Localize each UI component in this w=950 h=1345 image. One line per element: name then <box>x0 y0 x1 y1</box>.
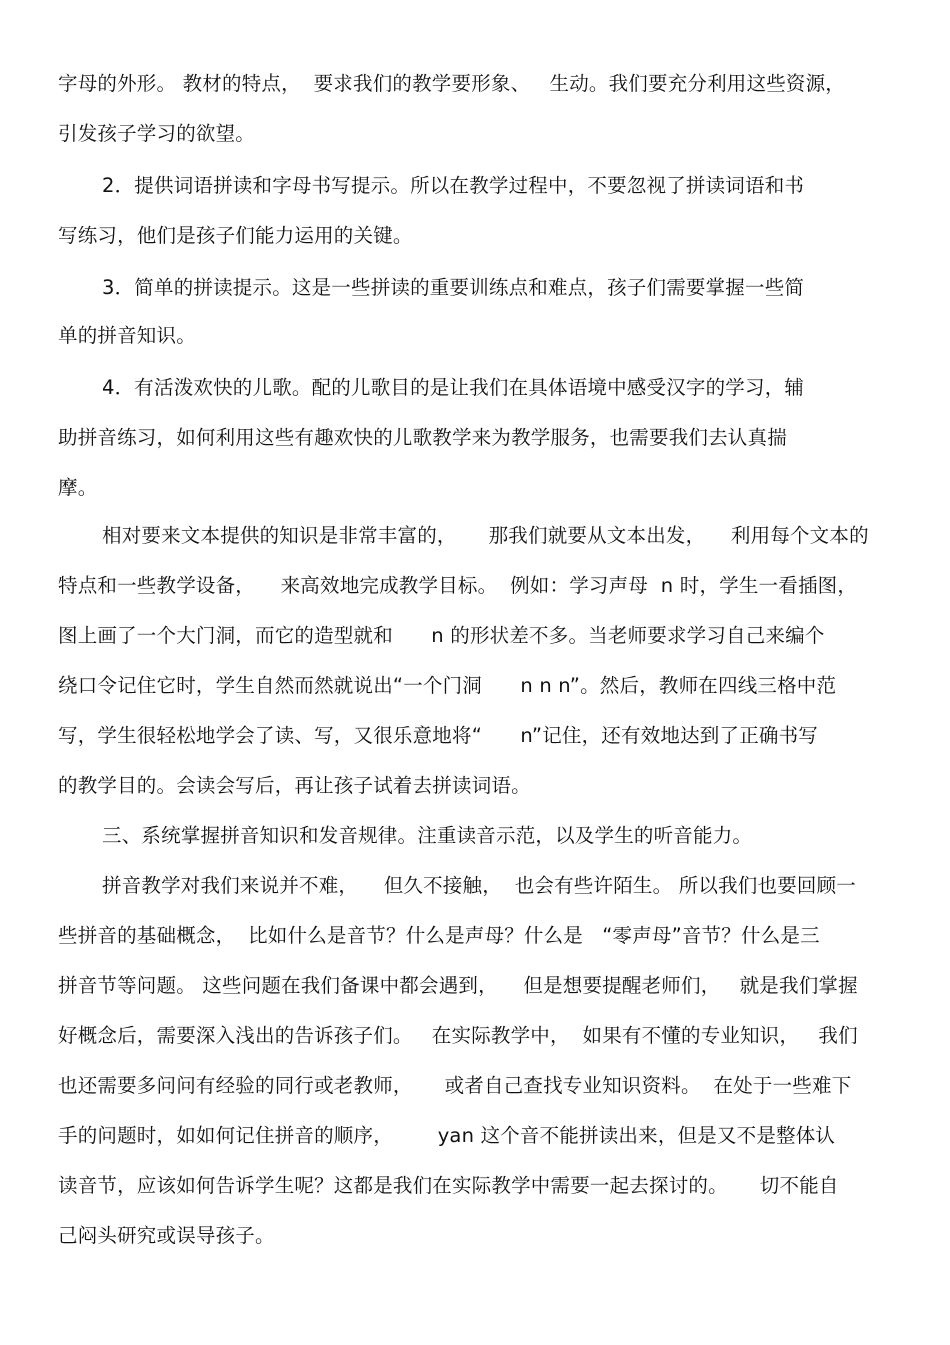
text-line: 绕口令记住它时，学生自然而然就说出“一个门洞 n n n”。然后，教师在四线三格中范 <box>58 674 837 697</box>
text-line: 摩。 <box>58 476 98 499</box>
text-line: 己闷头研究或误导孩子。 <box>58 1224 275 1247</box>
text-line: 特点和一些教学设备， 来高效地完成教学目标。 例如：学习声母 n 时，学生一看插图， <box>58 574 858 597</box>
text-line: 助拼音练习，如何利用这些有趣欢快的儿歌教学来为教学服务，也需要我们去认真揣 <box>58 426 787 449</box>
text-line: 读音节，应该如何告诉学生呢？这都是我们在实际教学中需要一起去探讨的。 切不能自 <box>58 1174 839 1197</box>
text-line: 拼音教学对我们来说并不难， 但久不接触， 也会有些许陌生。 所以我们也要回顾一 <box>102 874 856 897</box>
section-heading: 三、系统掌握拼音知识和发音规律。注重读音示范，以及学生的听音能力。 <box>102 824 753 847</box>
text-line: 字母的外形。 教材的特点， 要求我们的教学要形象、 生动。我们要充分利用这些资源， <box>58 72 845 95</box>
text-line: 手的问题时，如如何记住拼音的顺序， yan 这个音不能拼读出来，但是又不是整体认 <box>58 1124 836 1147</box>
text-line: 图上画了一个大门洞，而它的造型就和 n 的形状差不多。当老师要求学习自己来编个 <box>58 624 825 647</box>
text-line: 的教学目的。会读会写后，再让孩子试着去拼读词语。 <box>58 774 531 797</box>
text-line: 2．提供词语拼读和字母书写提示。所以在教学过程中，不要忽视了拼读词语和书 <box>102 174 805 197</box>
text-line: 些拼音的基础概念， 比如什么是音节？什么是声母？什么是 “零声母”音节？什么是三 <box>58 924 820 947</box>
text-line: 相对要来文本提供的知识是非常丰富的， 那我们就要从文本出发， 利用每个文本的 <box>102 524 869 547</box>
text-line: 引发孩子学习的欲望。 <box>58 122 256 145</box>
text-line: 3．简单的拼读提示。这是一些拼读的重要训练点和难点，孩子们需要掌握一些简 <box>102 276 805 299</box>
text-line: 拼音节等问题。 这些问题在我们备课中都会遇到， 但是想要提醒老师们， 就是我们掌握 <box>58 974 858 997</box>
text-line: 写练习，他们是孩子们能力运用的关键。 <box>58 224 413 247</box>
text-line: 写，学生很轻松地学会了读、写，又很乐意地将“ n”记住，还有效地达到了正确书写 <box>58 724 818 747</box>
text-line: 单的拼音知识。 <box>58 324 196 347</box>
text-line: 也还需要多问问有经验的同行或老教师， 或者自己查找专业知识资料。 在处于一些难下 <box>58 1074 852 1097</box>
text-line: 4．有活泼欢快的儿歌。配的儿歌目的是让我们在具体语境中感受汉字的学习，辅 <box>102 376 805 399</box>
text-line: 好概念后，需要深入浅出的告诉孩子们。 在实际教学中， 如果有不懂的专业知识， 我们 <box>58 1024 858 1047</box>
